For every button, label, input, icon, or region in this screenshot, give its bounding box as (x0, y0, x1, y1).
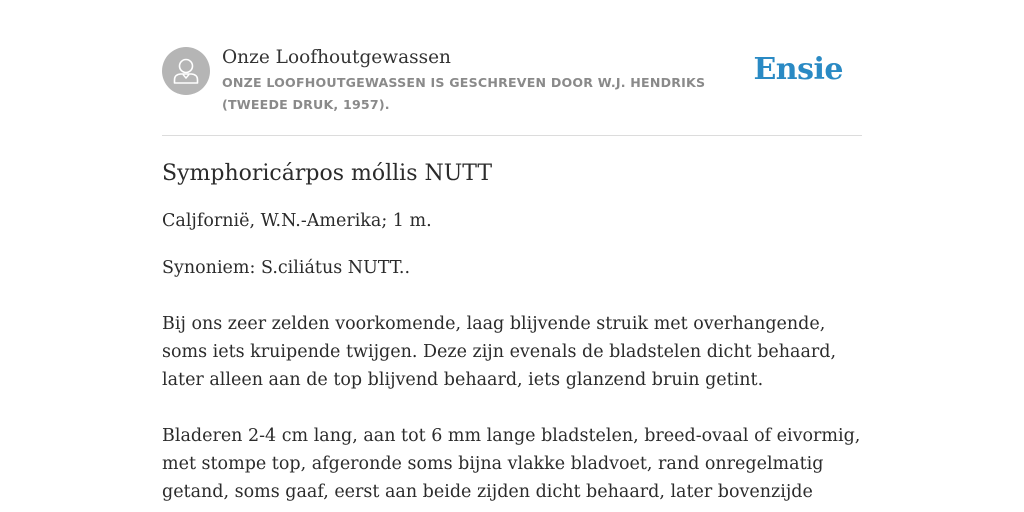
article-content (162, 156, 864, 506)
article-paragraph: Bij ons zeer zelden voorkomende, laag blijvende struik met overhangende, soms iets kruipende twijgen. Deze zijn evenals de bladstelen dicht behaard, later alleen aan de top blijvend behaard, iets glanzend bruin getint. (162, 314, 837, 390)
article-paragraph: Bladeren 2-4 cm lang, aan tot 6 mm lange bladstelen, breed-ovaal of eivormig, met stompe top, afgeronde soms bijna vlakke bladvoet, rand onregelmatig getand, soms gaaf, eerst aan beide zijden dicht behaard, later bovenzijde (162, 426, 861, 502)
publication-title[interactable]: Onze Loofhoutgewassen (222, 47, 451, 68)
user-icon (162, 47, 210, 95)
publication-description: ONZE LOOFHOUTGEWASSEN IS GESCHREVEN DOOR W.J. HENDRIKS (TWEEDE DRUK, 1957). (222, 75, 706, 112)
article-synonym: Synoniem: S.ciliátus NUTT.. (162, 258, 411, 278)
brand-logo[interactable]: Ensie (753, 52, 843, 87)
avatar[interactable] (162, 47, 210, 95)
page-header (162, 46, 862, 136)
article-origin: Caljfornië, W.N.-Amerika; 1 m. (162, 211, 432, 231)
article-title: Symphoricárpos móllis NUTT (162, 161, 493, 186)
